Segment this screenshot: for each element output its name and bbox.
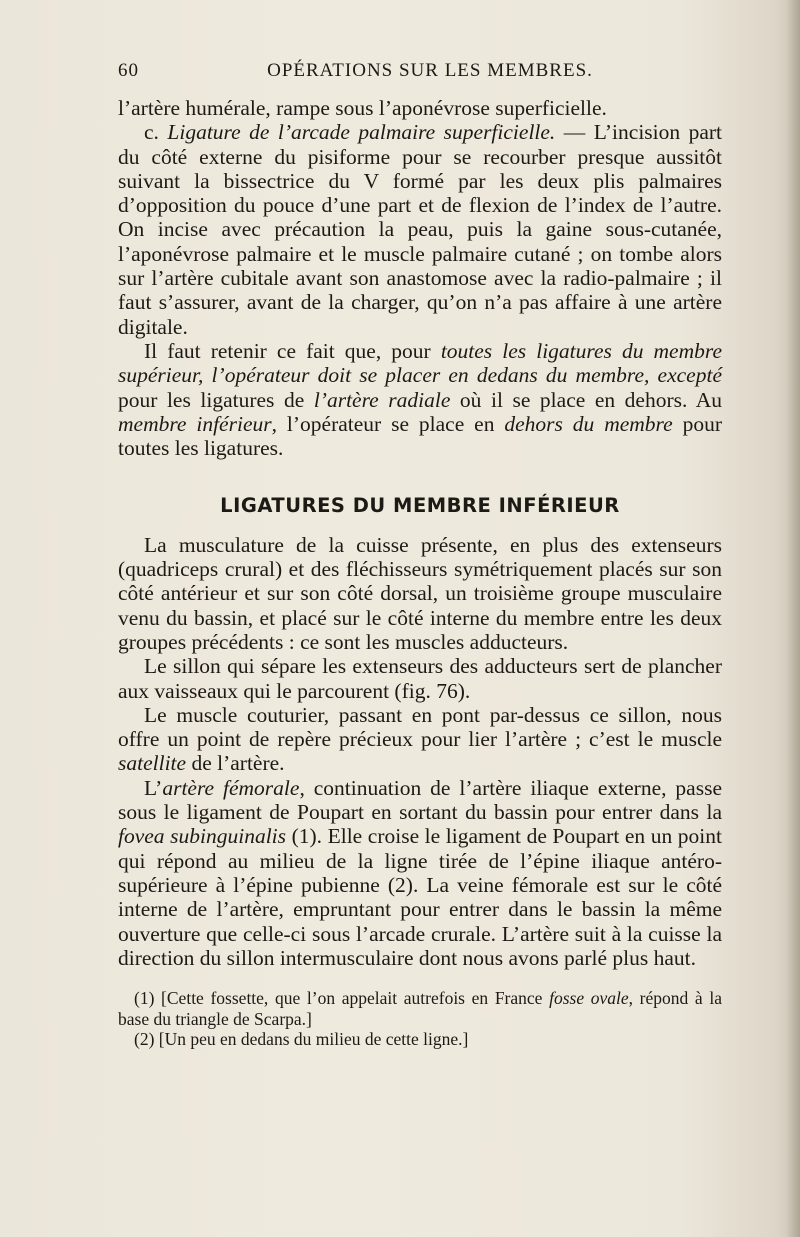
footnote-1 — [118, 988, 722, 1029]
paragraph-ligature-arcade — [118, 120, 722, 339]
text-run: (1) [Cette fossette, que l’on appelait autrefois en France — [134, 988, 550, 1009]
text-run: , répond à la base du triangle de Scarpa.] — [118, 988, 722, 1029]
emphasis-run: satellite — [118, 751, 187, 776]
text-run: pour toutes les ligatures. — [118, 411, 722, 461]
text-run: pour les ligatures de — [118, 387, 314, 412]
paragraph-rule — [118, 339, 722, 460]
emphasis-run: toutes les ligatures du membre supérieur, l’opérateur doit se placer en dedans du membre, excepté — [118, 338, 722, 388]
item-text: — L’incision part du côté externe du pisiforme pour se recourber presque aussitôt suivant la bissectrice du V formé par les deux plis palmaires d’opposition du pouce d’une part et de flexion de l’index de l’autre. On incise avec précaution la peau, puis la gaine sous-cutanée, l’aponévrose palmaire et le muscle palmaire cutané ; on tombe alors sur l’artère cubitale avant son anastomose avec la radio-palmaire ; il faut s’assurer, avant de la charger, qu’on n’a pas affaire à une artère digitale. — [118, 120, 723, 339]
text-run: , continuation de l’artère iliaque externe, passe sous le ligament de Poupart en sortant du bassin pour entrer dans la — [118, 775, 723, 825]
text-run: Il faut retenir ce fait que, pour — [144, 338, 441, 363]
emphasis-run: artère fémorale — [162, 775, 300, 800]
item-heading: Ligature de l’arcade palmaire superficielle. — [167, 120, 556, 145]
text-run: L’ — [144, 775, 163, 800]
footnotes — [118, 988, 722, 1050]
emphasis-run: dehors du membre — [504, 411, 673, 436]
emphasis-run: membre inférieur — [118, 411, 272, 436]
text-run: où il se place en dehors. Au — [450, 387, 723, 412]
paragraph-continuation: l’artère humérale, rampe sous l’aponévrose superficielle. — [118, 96, 607, 120]
emphasis-run: l’artère radiale — [313, 387, 451, 412]
page-body — [118, 96, 722, 1050]
section-heading: LIGATURES DU MEMBRE INFÉRIEUR — [220, 494, 620, 518]
emphasis-run: fovea subinguinalis — [118, 824, 287, 849]
page-number: 60 — [118, 60, 139, 81]
page-edge-shadow — [786, 0, 800, 1237]
paragraph-musculature: La musculature de la cuisse présente, en plus des extenseurs (quadriceps crural) et des fléchisseurs symétriquement placés sur son côté antérieur et sur son côté dorsal, un troisième groupe musculaire venu du bassin, et placé sur le côté interne du membre entre les deux groupes précédents : ce sont les muscles adducteurs. — [118, 532, 722, 654]
footnote-2: (2) [Un peu en dedans du milieu de cette ligne.] — [134, 1029, 469, 1050]
paragraph-sillon: Le sillon qui sépare les extenseurs des adducteurs sert de plancher aux vaisseaux qui le parcourent (fig. 76). — [118, 654, 722, 703]
text-run: (1). Elle croise le ligament de Poupart en un point qui répond au milieu de la ligne tirée de l’épine iliaque antéro-supérieure à l’épine pubienne (2). La veine fémorale est sur le côté interne de l’artère, empruntant pour entrer dans le bassin la même ouverture que celle-ci sous l’arcade crurale. L’artère suit à la cuisse la direction du sillon intermusculaire dont nous avons parlé plus haut. — [118, 824, 722, 970]
emphasis-run: fosse ovale — [549, 988, 629, 1009]
paragraph-couturier — [118, 703, 722, 776]
paragraph-artere-femorale — [118, 776, 722, 970]
text-run: Le muscle couturier, passant en pont par-dessus ce sillon, nous offre un point de repère précieux pour lier l’artère ; c’est le muscle — [118, 702, 722, 752]
item-label: c. — [144, 120, 159, 145]
running-title: OPÉRATIONS SUR LES MEMBRES. — [267, 60, 593, 81]
text-run: de l’artère. — [186, 751, 285, 776]
text-run: , l’opérateur se place en — [271, 411, 505, 436]
